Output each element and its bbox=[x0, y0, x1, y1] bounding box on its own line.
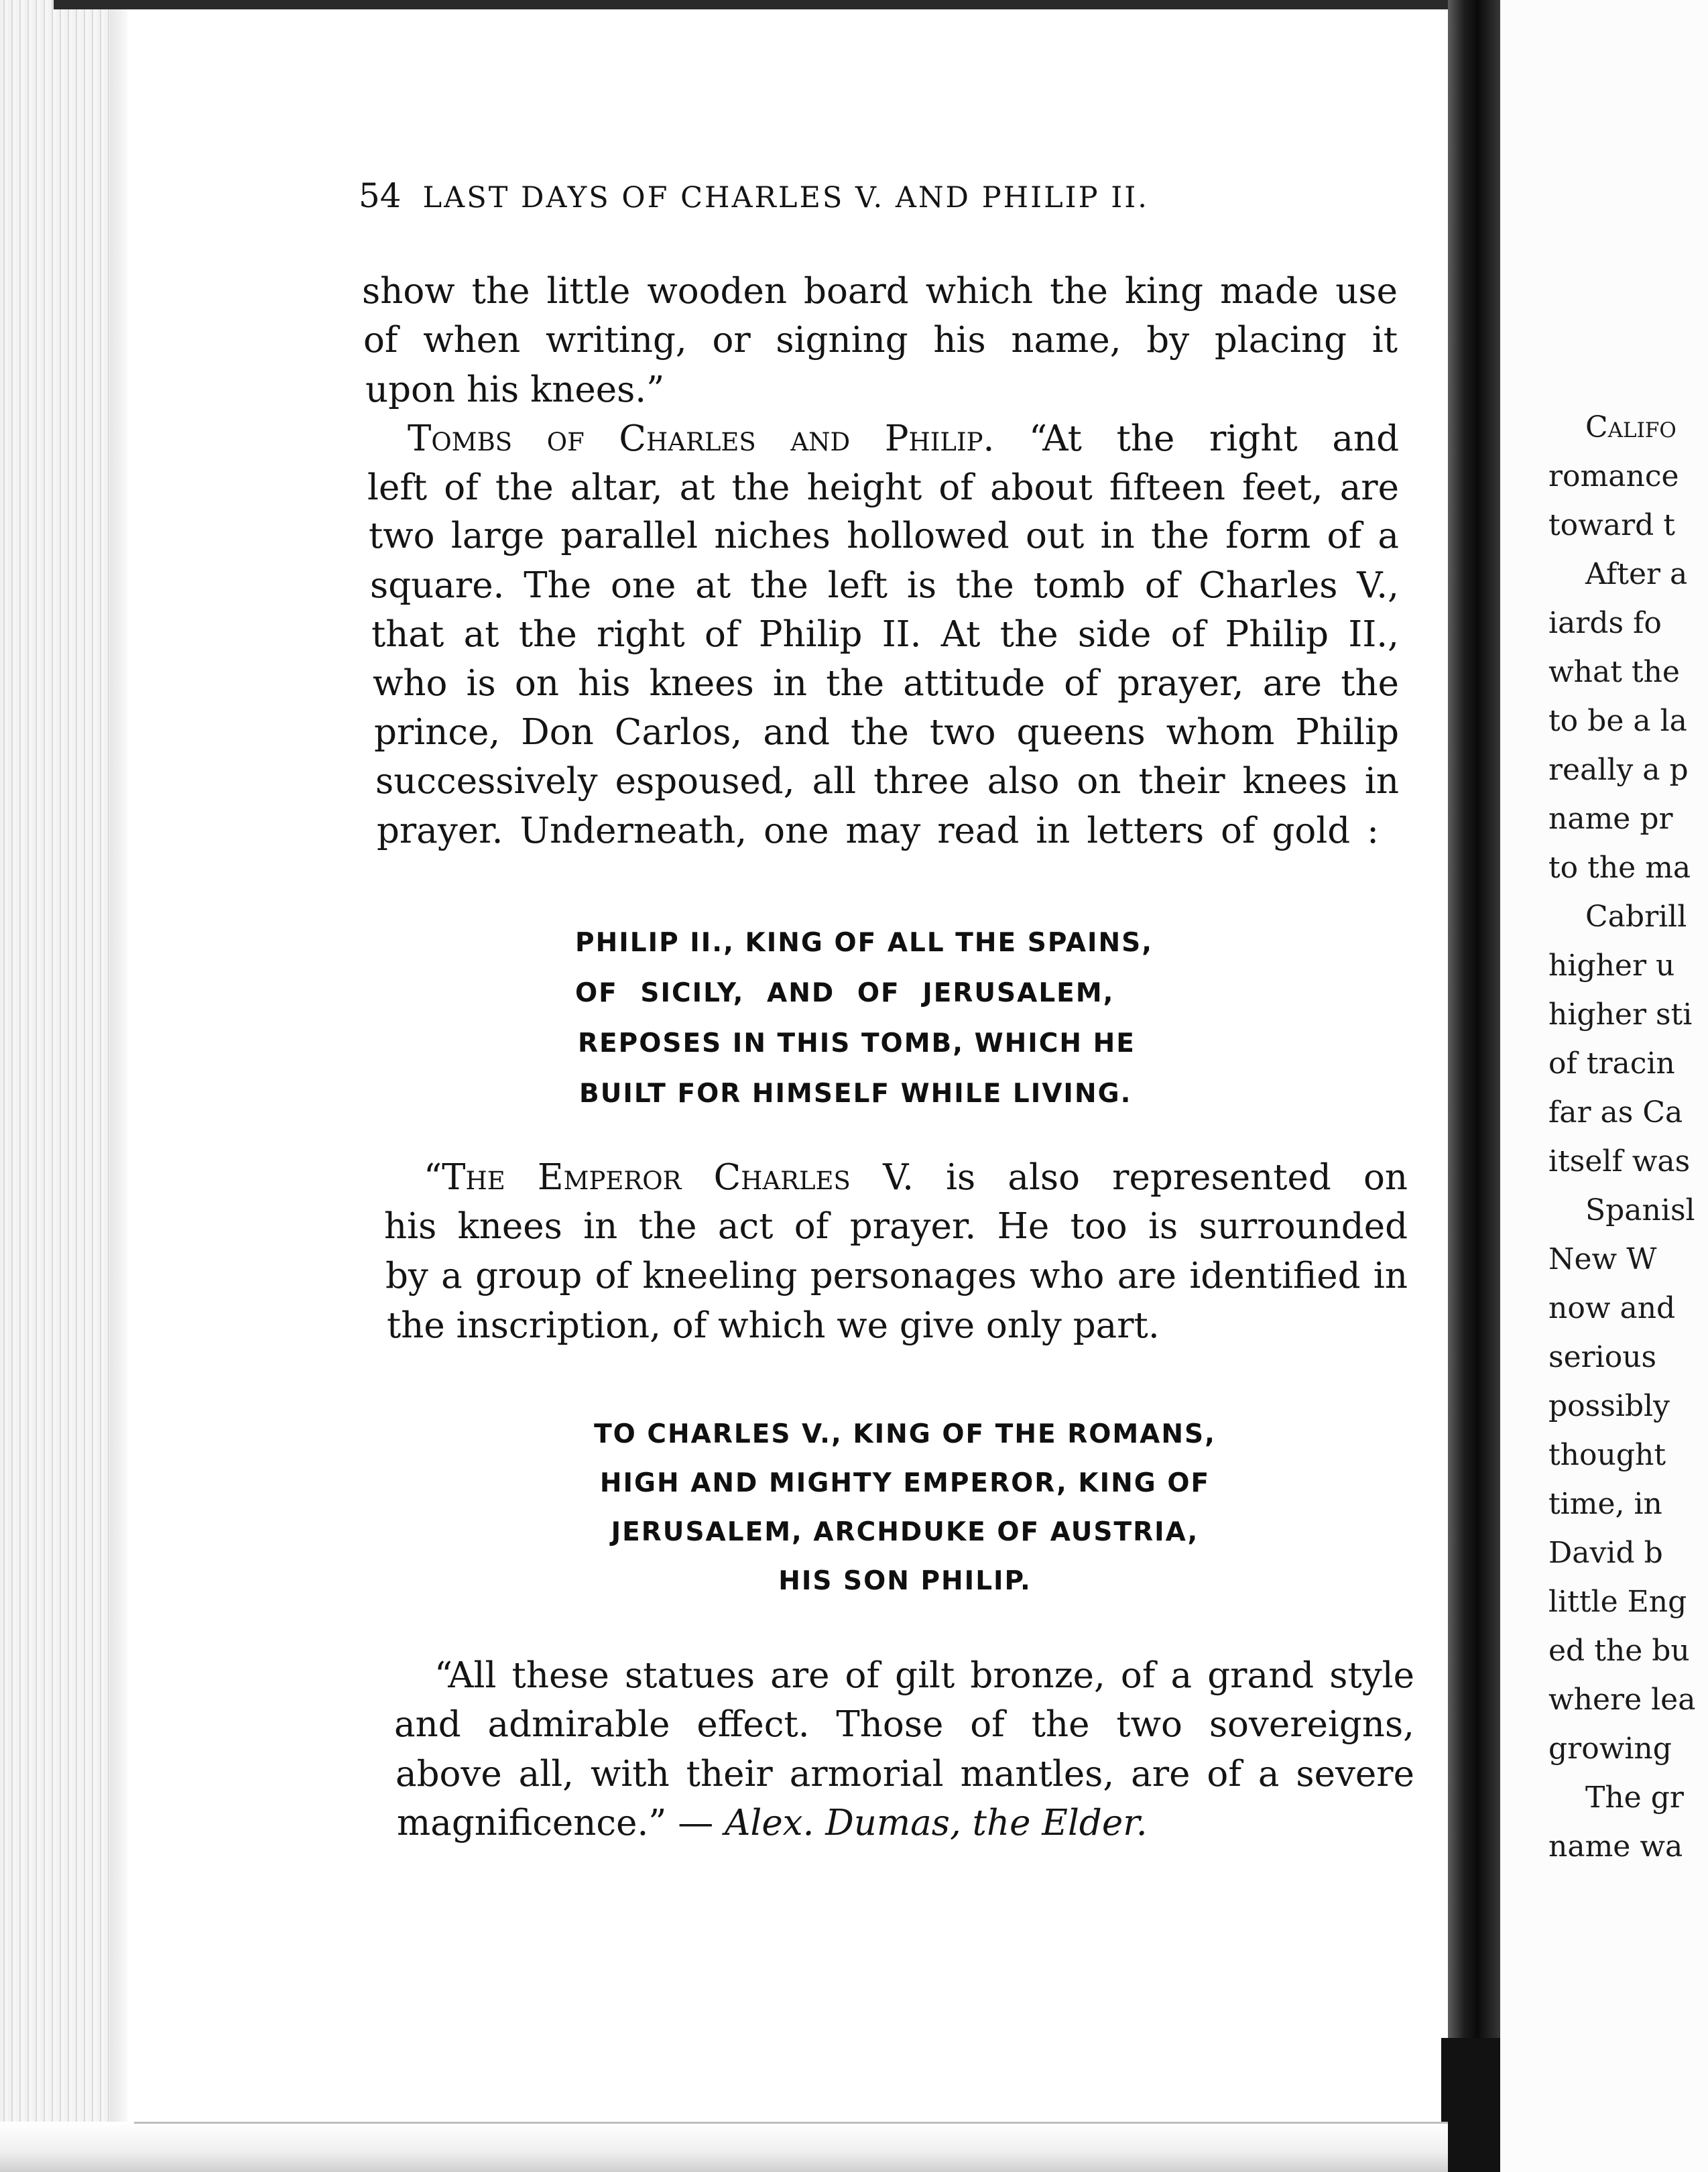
facing-page-line: After a bbox=[1585, 557, 1688, 591]
text-line: by a group of kneeling personages who are identified in bbox=[385, 1256, 1408, 1296]
inscription-line: BUILT FOR HIMSELF WHILE LIVING. bbox=[579, 1079, 1132, 1109]
facing-page-line: far as Ca bbox=[1548, 1095, 1683, 1130]
section-heading: Tombs of Charles and Philip. bbox=[408, 418, 995, 459]
text-line: show the little wooden board which the king made use bbox=[362, 271, 1398, 312]
facing-page-line: higher sti bbox=[1548, 998, 1693, 1032]
facing-page-line: romance bbox=[1548, 459, 1679, 493]
text-run: “ bbox=[424, 1157, 442, 1198]
text-line: that at the right of Philip II. At the side of Philip II., bbox=[371, 614, 1399, 655]
text-line: his knees in the act of prayer. He too is surrounded bbox=[384, 1206, 1408, 1247]
facing-page-line: what the bbox=[1548, 655, 1680, 689]
facing-page-line: now and bbox=[1548, 1291, 1676, 1325]
page-bottom-edge bbox=[0, 2122, 1448, 2172]
facing-page-line: New W bbox=[1548, 1242, 1657, 1276]
paragraph-opening-line bbox=[424, 1157, 1408, 1198]
text-line: and admirable effect. Those of the two sovereigns, bbox=[394, 1704, 1414, 1745]
facing-page-line: to the ma bbox=[1548, 851, 1691, 885]
facing-page-line: iards fo bbox=[1548, 606, 1662, 640]
facing-page-line: Spanisl bbox=[1585, 1193, 1695, 1227]
facing-page-line: higher u bbox=[1548, 949, 1675, 983]
facing-page-line: toward t bbox=[1548, 508, 1675, 542]
facing-page-line: where lea bbox=[1548, 1683, 1696, 1717]
facing-page-line: really a p bbox=[1548, 753, 1689, 787]
paragraph-opening-line bbox=[408, 418, 1399, 459]
facing-page-line: possibly bbox=[1548, 1389, 1670, 1423]
facing-page-line: ed the bu bbox=[1548, 1634, 1690, 1668]
text-run: V. is also represented on bbox=[883, 1157, 1408, 1198]
running-head-title: LAST DAYS OF CHARLES V. AND PHILIP II. bbox=[422, 181, 1149, 215]
page-stack-edge bbox=[0, 0, 127, 2172]
inscription-line: HIS SON PHILIP. bbox=[778, 1566, 1032, 1596]
running-header bbox=[359, 176, 1351, 215]
inscription-line: OF SICILY, AND OF JERUSALEM, bbox=[575, 978, 1115, 1008]
inscription-line: HIGH AND MIGHTY EMPEROR, KING OF bbox=[599, 1468, 1211, 1498]
inscription-line: JERUSALEM, ARCHDUKE OF AUSTRIA, bbox=[611, 1517, 1199, 1547]
facing-page-line: name pr bbox=[1548, 802, 1673, 836]
text-line: upon his knees.” bbox=[365, 369, 665, 410]
text-line: who is on his knees in the attitude of prayer, are the bbox=[373, 663, 1399, 704]
page-number: 54 bbox=[359, 176, 402, 215]
text-run: magnificence.” — bbox=[397, 1803, 725, 1844]
facing-page-line: to be a la bbox=[1548, 704, 1687, 738]
inscription-line: PHILIP II., KING OF ALL THE SPAINS, bbox=[575, 928, 1154, 958]
facing-page-line: David b bbox=[1548, 1536, 1663, 1570]
facing-page-line: serious bbox=[1548, 1340, 1657, 1374]
facing-page-line: The gr bbox=[1585, 1781, 1684, 1815]
text-line: left of the altar, at the height of about fifteen feet, are bbox=[367, 467, 1399, 508]
inscription-line: TO CHARLES V., KING OF THE ROMANS, bbox=[594, 1419, 1216, 1449]
facing-page-line: thought bbox=[1548, 1438, 1666, 1472]
facing-page-line: time, in bbox=[1548, 1487, 1662, 1521]
facing-page-line: of tracin bbox=[1548, 1046, 1675, 1081]
attribution: Alex. Dumas, the Elder. bbox=[725, 1803, 1148, 1844]
facing-page-line: Cabrill bbox=[1585, 900, 1687, 934]
text-line: the inscription, of which we give only part. bbox=[387, 1305, 1160, 1346]
facing-page-line: Califo bbox=[1585, 410, 1676, 444]
text-line: prayer. Underneath, one may read in letters of gold : bbox=[377, 810, 1379, 851]
text-line: successively espoused, all three also on their knees in bbox=[375, 761, 1399, 802]
text-line: “All these statues are of gilt bronze, of a grand style bbox=[434, 1655, 1414, 1696]
text-line: prince, Don Carlos, and the two queens whom Philip bbox=[374, 712, 1399, 753]
text-line: square. The one at the left is the tomb of Charles V., bbox=[370, 565, 1399, 606]
text-line: above all, with their armorial mantles, are of a severe bbox=[395, 1754, 1414, 1795]
section-heading: The Emperor Charles bbox=[442, 1157, 851, 1198]
facing-page-line: name wa bbox=[1548, 1829, 1683, 1864]
text-run: “At the right and bbox=[1029, 418, 1399, 459]
facing-page-line: itself was bbox=[1548, 1144, 1691, 1179]
facing-page-line: little Eng bbox=[1548, 1585, 1687, 1619]
inscription-line: REPOSES IN THIS TOMB, WHICH HE bbox=[578, 1028, 1136, 1059]
facing-page-line: growing bbox=[1548, 1732, 1672, 1766]
book-gutter-shadow bbox=[1448, 0, 1502, 2172]
text-line: of when writing, or signing his name, by placing it bbox=[363, 320, 1398, 361]
text-line: two large parallel niches hollowed out in the form of a bbox=[369, 516, 1399, 556]
attribution-line bbox=[397, 1803, 1148, 1844]
